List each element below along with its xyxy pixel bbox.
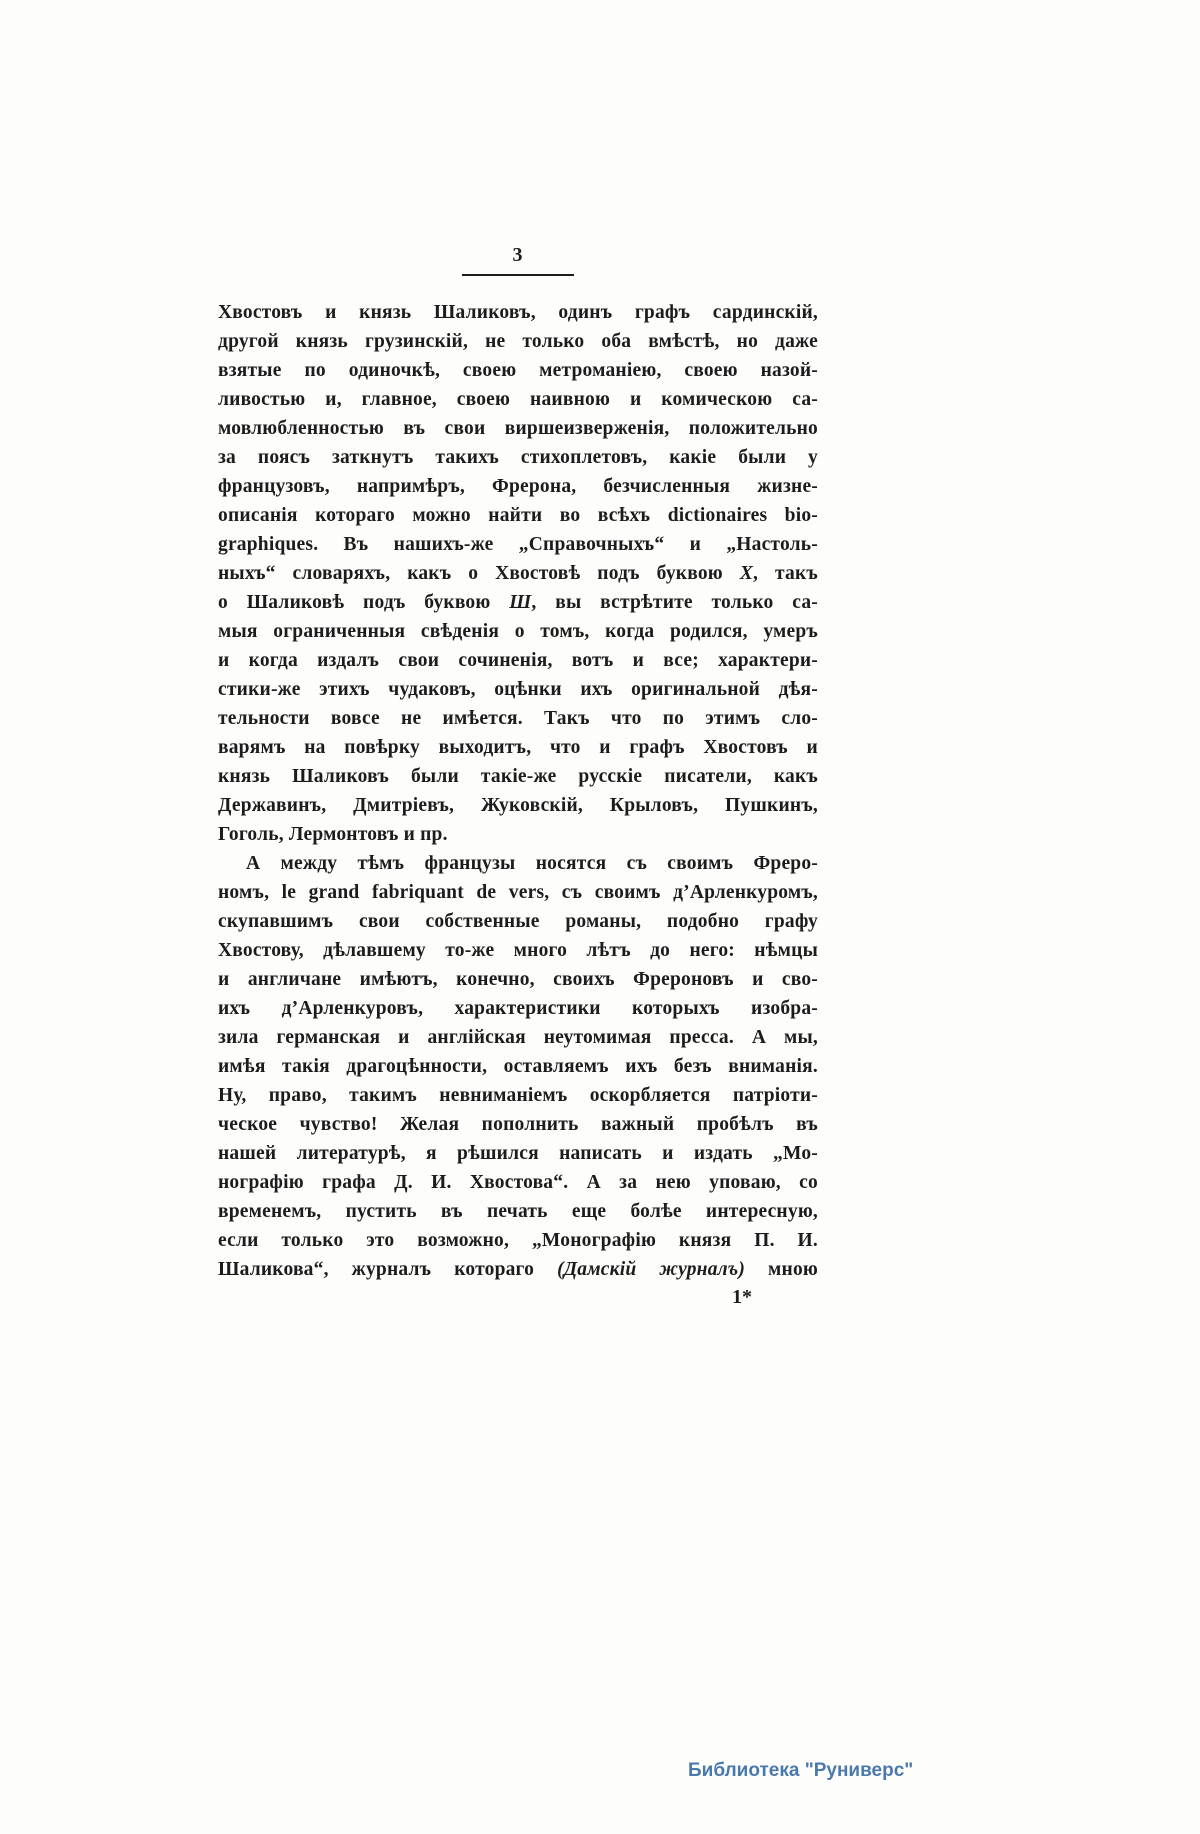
signature-mark: 1*	[732, 1286, 752, 1308]
text-line: тельности вовсе не имѣется. Такъ что по этимъ сло-	[218, 708, 818, 729]
text-line: имѣя такія драгоцѣнности, оставляемъ ихъ безъ вниманія.	[218, 1056, 818, 1077]
page-number-rule	[462, 274, 574, 276]
page-text	[218, 298, 818, 1284]
text-line: за поясъ заткнутъ такихъ стихоплетовъ, какіе были у	[218, 447, 818, 468]
text-line: ливостью и, главное, своею наивною и комическою са-	[218, 389, 818, 410]
text-line: зила германская и англійская неутомимая пресса. А мы,	[218, 1027, 818, 1048]
text-line: мовлюбленностью въ свои виршеизверженія, положительно	[218, 418, 818, 439]
text-line: ныхъ“ словаряхъ, какъ о Хвостовѣ подъ буквою X, такъ	[218, 563, 818, 584]
text-line: взятые по одиночкѣ, своею метроманіею, своею назой-	[218, 360, 818, 381]
text-line: о Шаликовѣ подъ буквою Ш, вы встрѣтите только са-	[218, 592, 818, 613]
text-line: если только это возможно, „Монографію князя П. И.	[218, 1230, 818, 1251]
library-watermark: Библиотека "Руниверс"	[688, 1760, 914, 1781]
text-line: и англичане имѣютъ, конечно, своихъ Фрероновъ и сво-	[218, 969, 818, 990]
text-line: описанія котораго можно найти во всѣхъ dictionaires bio-	[218, 505, 818, 526]
page-number: 3	[512, 244, 524, 266]
text-line: Шаликова“, журналъ котораго (Дамскій журналъ) мною	[218, 1259, 818, 1280]
text-line: стики-же этихъ чудаковъ, оцѣнки ихъ оригинальной дѣя-	[218, 679, 818, 700]
text-line: graphiques. Въ нашихъ-же „Справочныхъ“ и „Настоль-	[218, 534, 818, 555]
text-line: ческое чувство! Желая пополнить важный пробѣлъ въ	[218, 1114, 818, 1135]
text-line: Хвостовъ и князь Шаликовъ, одинъ графъ сардинскій,	[218, 302, 818, 323]
text-line: номъ, le grand fabriquant de vers, съ своимъ д’Арленкуромъ,	[218, 882, 818, 903]
text-line: мыя ограниченныя свѣденія о томъ, когда родился, умеръ	[218, 621, 818, 642]
paragraph	[218, 298, 818, 849]
text-line: и когда издалъ свои сочиненія, вотъ и все; характери-	[218, 650, 818, 671]
text-line: князь Шаликовъ были такіе-же русскіе писатели, какъ	[218, 766, 818, 787]
paragraph	[218, 849, 818, 1284]
text-line: ихъ д’Арленкуровъ, характеристики которыхъ изобра-	[218, 998, 818, 1019]
text-line: А между тѣмъ французы носятся съ своимъ Фреро-	[246, 853, 818, 874]
text-line: Ну, право, такимъ невниманіемъ оскорбляется патріоти-	[218, 1085, 818, 1106]
text-line: Державинъ, Дмитріевъ, Жуковскій, Крыловъ, Пушкинъ,	[218, 795, 818, 816]
text-line: французовъ, напримѣръ, Фрерона, безчисленныя жизне-	[218, 476, 818, 497]
text-line: другой князь грузинскій, не только оба вмѣстѣ, но даже	[218, 331, 818, 352]
text-line: варямъ на повѣрку выходитъ, что и графъ Хвостовъ и	[218, 737, 818, 758]
text-line: нографію графа Д. И. Хвостова“. А за нею уповаю, со	[218, 1172, 818, 1193]
page-content	[218, 244, 818, 1309]
text-line: Гоголь, Лермонтовъ и пр.	[218, 824, 448, 845]
text-line: Хвостову, дѣлавшему то-же много лѣтъ до него: нѣмцы	[218, 940, 818, 961]
text-line: временемъ, пустить въ печать еще болѣе интересную,	[218, 1201, 818, 1222]
text-line: скупавшимъ свои собственные романы, подобно графу	[218, 911, 818, 932]
text-line: нашей литературѣ, я рѣшился написать и издать „Мо-	[218, 1143, 818, 1164]
